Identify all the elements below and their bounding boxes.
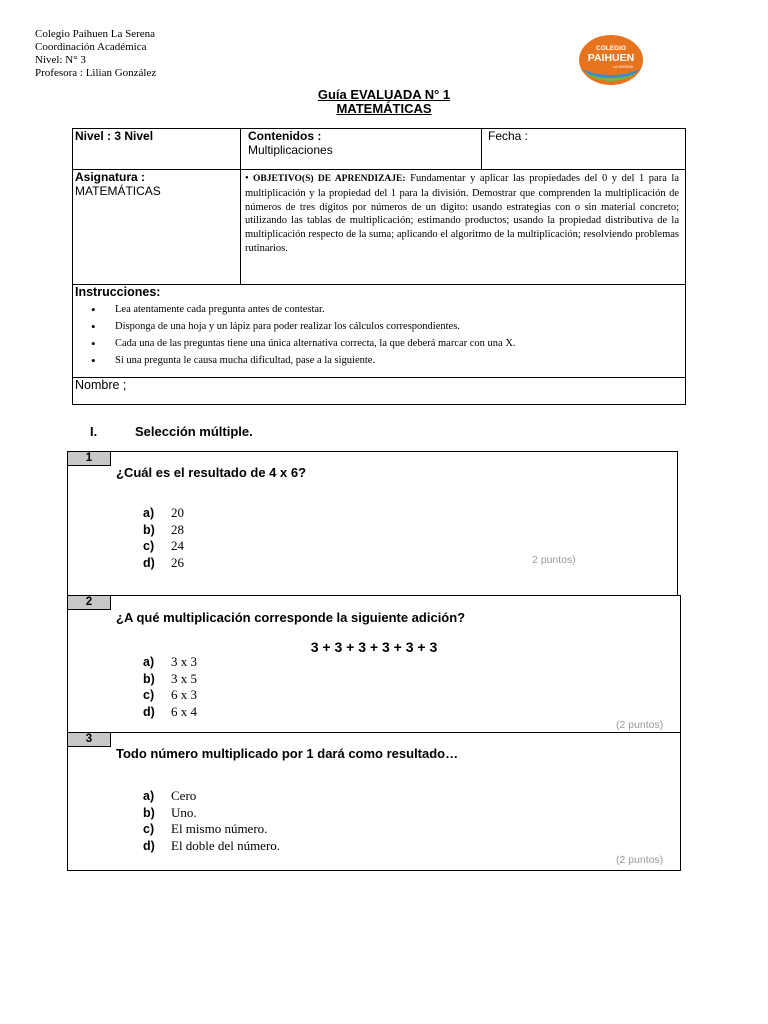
option-list: [143, 505, 184, 571]
option-b[interactable]: b) 3 x 5: [143, 670, 197, 686]
addition-expression: 3 + 3 + 3 + 3 + 3 + 3: [310, 639, 438, 655]
contenidos-value: Multiplicaciones: [248, 143, 333, 157]
question-text: ¿A qué multiplicación corresponde la siguiente adición?: [116, 610, 466, 625]
option-d[interactable]: d) 26: [143, 554, 184, 570]
page-title: [0, 88, 768, 116]
option-b[interactable]: b) 28: [143, 521, 184, 537]
section-number: I.: [90, 424, 98, 439]
question-points: 2 puntos): [532, 554, 576, 566]
instrucciones-label: Instrucciones:: [75, 285, 161, 299]
asignatura-value: MATEMÁTICAS: [75, 184, 161, 198]
info-table: [72, 128, 686, 405]
logo-line2: PAIHUEN: [587, 52, 635, 64]
question-number: 2: [68, 596, 111, 610]
objetivo-text: Fundamentar y aplicar las propiedades del 0 y del 1 para la multiplicación y la propiedad del 1 para la división. Demostrar que comprenden la multiplicación de números de tres dígitos por números de un dígito: usando estrategias con o sin material concreto; utilizando las tablas de multiplicación; estimando productos; usando la propiedad distributiva de la multiplicación respecto de la suma; aplicando el algoritmo de la multiplicación; resolviendo problemas rutinarios.: [245, 173, 679, 254]
option-a[interactable]: a) Cero: [143, 788, 197, 803]
nivel-cell: [73, 129, 241, 170]
option-c[interactable]: c) 6 x 3: [143, 687, 197, 702]
instruccion-item: • Disponga de una hoja y un lápiz para poder realizar los cálculos correspondientes.: [115, 318, 683, 335]
instrucciones-list: [75, 301, 683, 369]
logo-line1: COLEGIO: [596, 45, 626, 52]
fecha-label: Fecha :: [488, 129, 529, 143]
option-c[interactable]: c) 24: [143, 538, 184, 553]
level: Nivel: N° 3: [35, 54, 86, 66]
option-b[interactable]: b) Uno.: [143, 804, 197, 820]
question-2: [67, 595, 681, 734]
option-d[interactable]: d) El doble del número.: [143, 837, 281, 853]
question-number: 3: [68, 733, 111, 747]
title-line2: MATEMÁTICAS: [336, 101, 432, 116]
nombre-label: Nombre ;: [75, 378, 127, 392]
instruccion-item: • Lea atentamente cada pregunta antes de contestar.: [115, 301, 683, 318]
instruccion-item: • Si una pregunta le causa mucha dificultad, pase a la siguiente.: [115, 352, 683, 369]
option-list: [143, 654, 197, 720]
question-points: (2 puntos): [616, 719, 664, 731]
option-list: [143, 788, 280, 854]
question-number: 1: [68, 452, 111, 466]
school-name: Colegio Paihuen La Serena: [35, 28, 156, 40]
option-d[interactable]: d) 6 x 4: [143, 703, 197, 719]
asignatura-cell: [73, 170, 241, 285]
contenidos-cell: [241, 129, 482, 170]
option-a[interactable]: a) 3 x 3: [143, 654, 197, 669]
logo-line3: LA SERENA: [613, 65, 633, 69]
section-label: Selección múltiple.: [135, 424, 253, 439]
objetivo-label: OBJETIVO(S) DE APRENDIZAJE:: [253, 174, 406, 184]
title-line1: Guía EVALUADA N° 1: [317, 87, 451, 102]
coordination: Coordinación Académica: [35, 41, 147, 53]
asignatura-label: Asignatura :: [75, 170, 146, 184]
question-1: [67, 451, 678, 596]
contenidos-label: Contenidos :: [248, 129, 322, 143]
question-text: ¿Cuál es el resultado de 4 x 6?: [116, 465, 307, 480]
nivel-label: Nivel : 3 Nivel: [75, 129, 154, 143]
question-points: (2 puntos): [616, 854, 664, 866]
option-a[interactable]: a) 20: [143, 505, 184, 520]
school-logo: [578, 33, 644, 87]
instrucciones-cell: [73, 285, 686, 378]
school-header: [35, 28, 156, 80]
instruccion-item: • Cada una de las preguntas tiene una única alternativa correcta, la que deberá marcar con una X.: [115, 335, 683, 352]
teacher: Profesora : Lilian González: [35, 67, 157, 79]
fecha-cell[interactable]: [482, 129, 686, 170]
section-title: [90, 424, 253, 439]
question-text: Todo número multiplicado por 1 dará como resultado…: [116, 746, 459, 761]
option-c[interactable]: c) El mismo número.: [143, 821, 268, 836]
nombre-field[interactable]: [73, 378, 686, 405]
question-3: [67, 732, 681, 871]
objetivo-cell: • OBJETIVO(S) DE APRENDIZAJE: Fundamentar y aplicar las propiedades del 0 y del 1 para la multiplicación y la propiedad del 1 para la división. Demostrar que comprenden la multiplicación de números de tres dígitos por números de un dígito: usando estrategias con o sin material concreto; utilizando las tablas de multiplicación; estimando productos; usando la propiedad distributiva de la multiplicación respecto de la suma; aplicando el algoritmo de la multiplicación; resolviendo problemas rutinarios.: [241, 170, 686, 285]
